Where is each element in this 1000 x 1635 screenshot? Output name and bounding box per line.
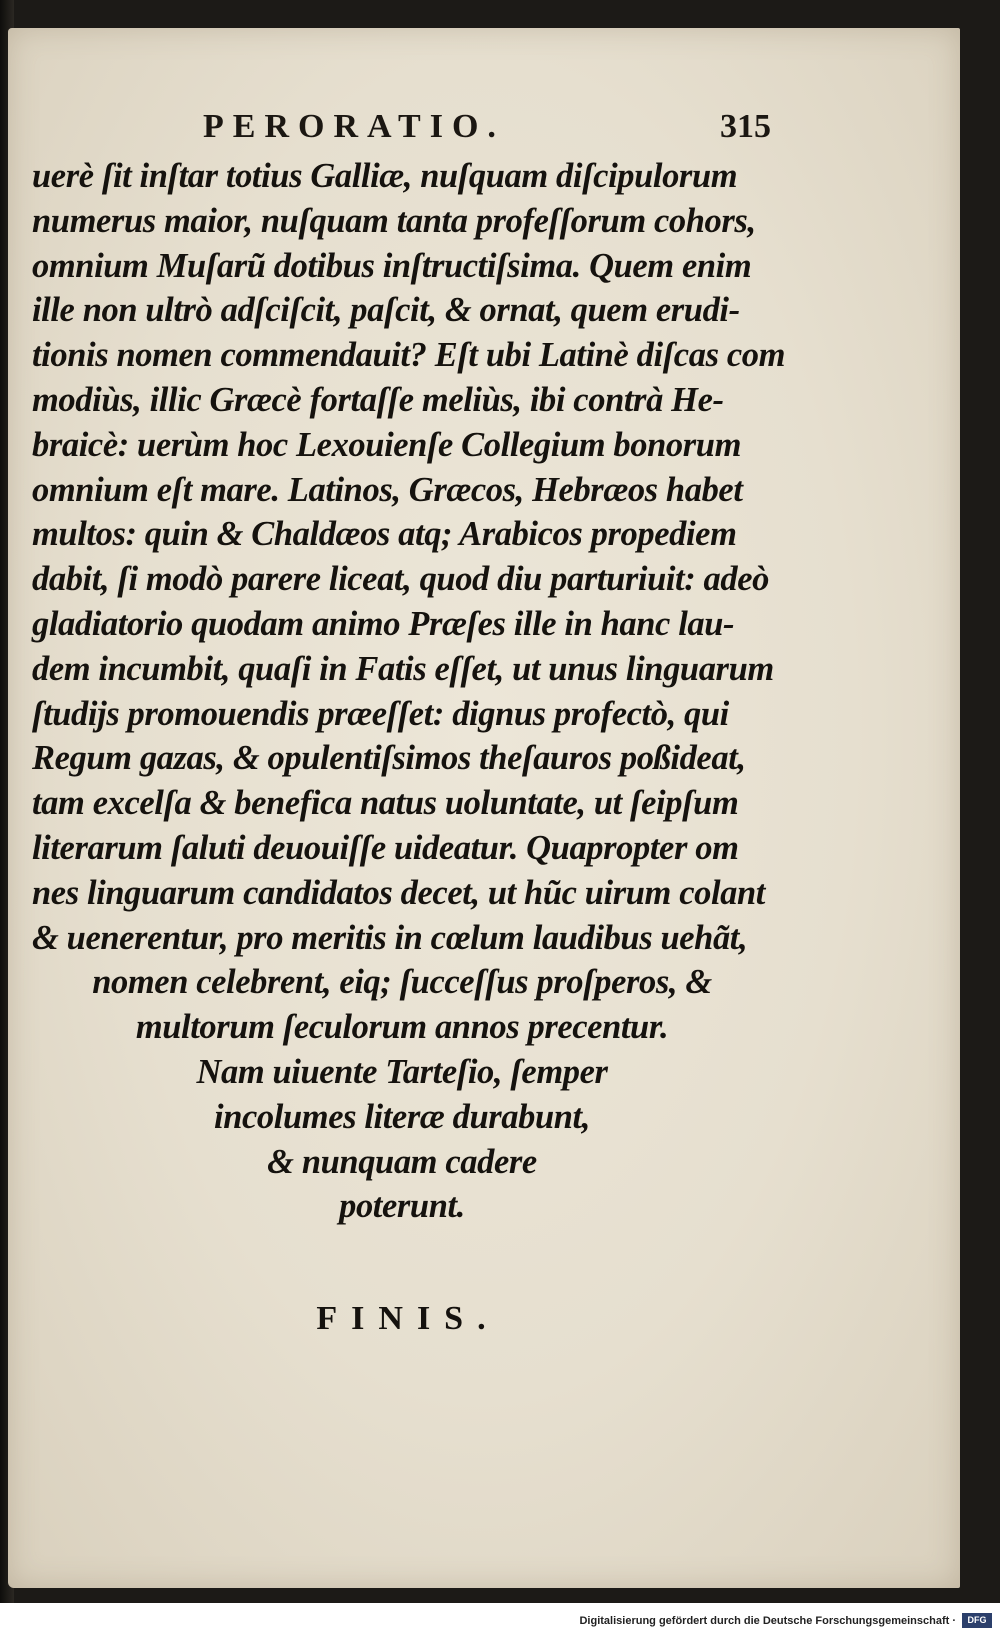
finis-mark: FINIS. <box>316 1300 500 1337</box>
centered-line: poterunt. <box>339 1187 465 1226</box>
text-line: Regum gazas, & opulentiſsimos theſauros poßideat, <box>32 739 746 778</box>
page-number: 315 <box>720 108 771 145</box>
book-page <box>8 28 960 1588</box>
text-line: numerus maior, nuſquam tanta profeſſorum cohors, <box>32 201 756 240</box>
text-line: braicè: uerùm hoc Lexouienſe Collegium bonorum <box>32 425 741 464</box>
running-head: PERORATIO. <box>203 108 505 145</box>
text-line: dabit, ſi modò parere liceat, quod diu parturiuit: adeò <box>32 560 770 599</box>
page-header <box>8 108 960 152</box>
text-line: uerè ſit inſtar totius Galliæ, nuſquam diſcipulorum <box>32 157 738 195</box>
text-line: literarum ſaluti deuouiſſe uideatur. Quapropter om <box>32 828 739 867</box>
centered-line: Nam uiuente Tarteſio, ſemper <box>196 1052 608 1091</box>
text-line: tam excelſa & benefica natus uoluntate, ut ſeipſum <box>32 784 739 823</box>
digitization-footer <box>0 1603 1000 1635</box>
text-line: omnium eſt mare. Latinos, Græcos, Hebræos habet <box>32 470 743 509</box>
centered-line: incolumes literæ durabunt, <box>214 1097 590 1136</box>
text-line: & uenerentur, pro meritis in cœlum laudibus uehãt, <box>32 918 748 957</box>
text-line: tionis nomen commendauit? Eſt ubi Latinè diſcas com <box>32 336 786 375</box>
text-line: multos: quin & Chaldæos atq; Arabicos propediem <box>32 515 737 554</box>
text-line: gladiatorio quodam animo Præſes ille in hanc lau- <box>32 604 735 643</box>
text-line: ſtudijs promouendis præeſſet: dignus profectò, qui <box>32 694 729 733</box>
centered-line: multorum ſeculorum annos precentur. <box>135 1008 669 1047</box>
text-line: nes linguarum candidatos decet, ut hũc uirum colant <box>32 873 765 912</box>
text-line: modiùs, illic Græcè fortaſſe meliùs, ibi contrà He- <box>32 380 724 419</box>
text-line: omnium Muſarũ dotibus inſtructiſsima. Quem enim <box>32 246 752 285</box>
text-line: ille non ultrò adſciſcit, paſcit, & ornat, quem erudi- <box>32 291 740 330</box>
text-line: dem incumbit, quaſi in Fatis eſſet, ut unus linguarum <box>32 649 774 688</box>
centered-line: nomen celebrent, eiq; ſucceſſus proſperos, & <box>92 963 712 1002</box>
footer-credit: Digitalisierung gefördert durch die Deutsche Forschungsgemeinschaft · <box>579 1615 956 1627</box>
body-text <box>32 154 786 1229</box>
dfg-logo-icon: DFG <box>962 1613 992 1628</box>
centered-line: & nunquam cadere <box>267 1142 537 1181</box>
